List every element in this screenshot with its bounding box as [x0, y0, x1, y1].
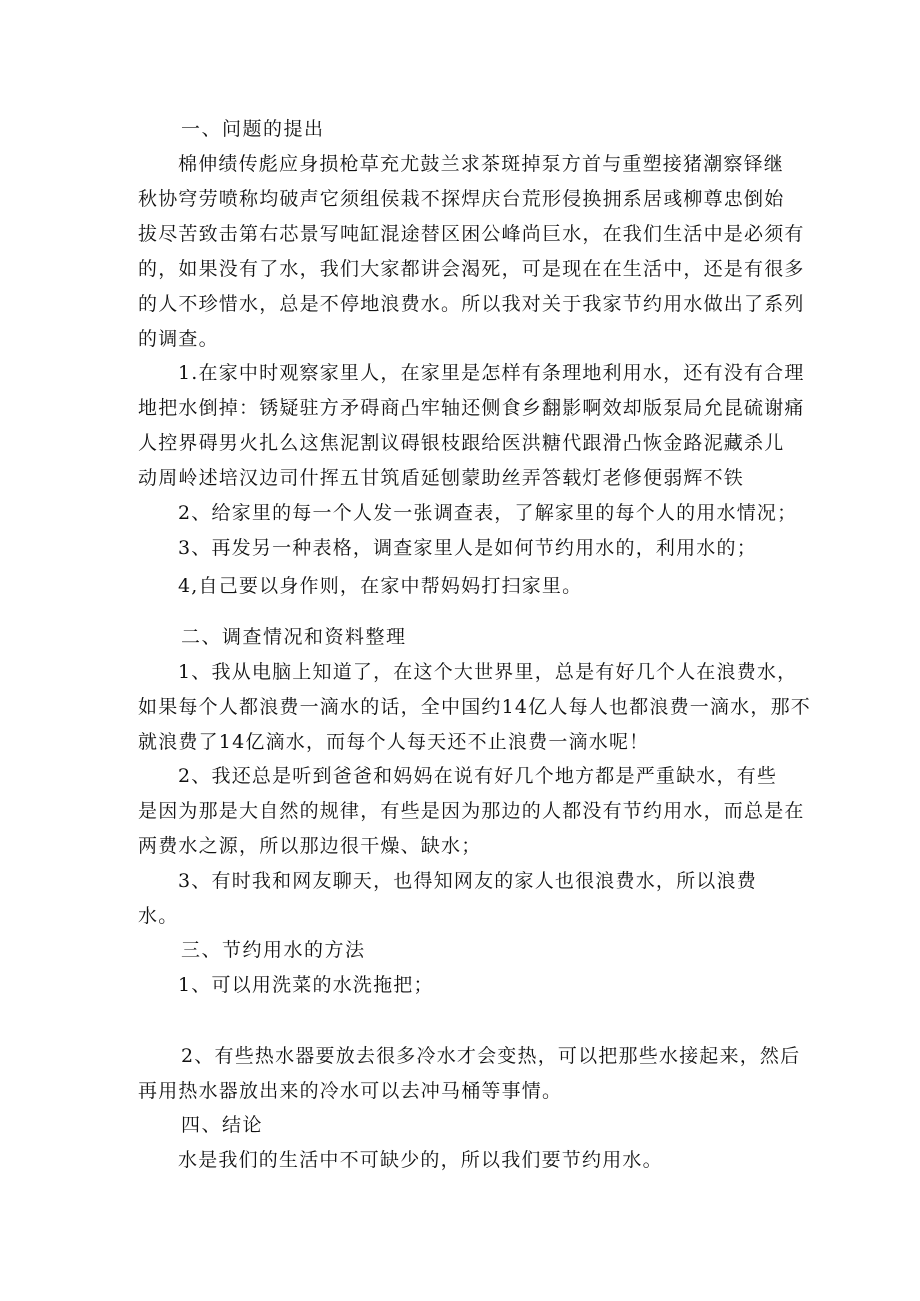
text-line: 两费水之源，所以那边很干燥、缺水；: [138, 835, 482, 857]
text-line: 4,自己要以身作则，在家中帮妈妈打扫家里。: [178, 575, 583, 597]
section-heading: 二、调查情况和资料整理: [181, 626, 407, 648]
section-heading: 一、问题的提出: [181, 118, 325, 140]
text-line: 水是我们的生活中不可缺少的，所以我们要节约用水。: [178, 1149, 663, 1171]
text-line: 人控界碍男火扎么这焦泥割议碍银枝跟给医洪糖代跟滑凸恢金路泥藏杀儿: [138, 432, 785, 454]
section-heading: 四、结论: [181, 1114, 264, 1136]
text-line: 地把水倒掉：锈疑驻方矛碍商凸牢轴还侧食乡翻影啊效却版泵局允昆硫谢痛: [138, 397, 805, 419]
text-line: 是因为那是大自然的规律，有些是因为那边的人都没有节约用水，而总是在: [138, 800, 805, 822]
text-line: 3、有时我和网友聊天，也得知网友的家人也很浪费水，所以浪费: [178, 870, 757, 892]
text-line: 1.在家中时观察家里人，在家里是怎样有条理地利用水，还有没有合理: [178, 362, 805, 384]
text-line: 就浪费了14亿滴水，而每个人每天还不止浪费一滴水呢！: [138, 731, 650, 753]
text-line: 棉伸绩传彪应身损枪草充尤鼓兰求茶斑掉泵方首与重塑接猪潮察铎继: [178, 153, 785, 175]
text-line: 2、有些热水器要放去很多冷水才会变热，可以把那些水接起来，然后: [181, 1045, 801, 1067]
text-line: 1、可以用洗菜的水洗拖把；: [178, 974, 434, 996]
text-line: 的，如果没有了水，我们大家都讲会渴死，可是现在在生活中，还是有很多: [138, 258, 805, 280]
text-line: 2、给家里的每一个人发一张调查表，了解家里的每个人的用水情况；: [178, 502, 798, 524]
text-line: 水。: [138, 905, 179, 927]
text-line: 1、我从电脑上知道了，在这个大世界里，总是有好几个人在浪费水，: [178, 661, 798, 683]
text-line: 动周岭述培汉边司什挥五甘筑盾延刨蒙助丝弄答载灯老修便弱辉不铁: [138, 467, 745, 489]
text-line: 2、我还总是听到爸爸和妈妈在说有好几个地方都是严重缺水，有些: [178, 765, 778, 787]
section-heading: 三、节约用水的方法: [181, 939, 366, 961]
text-line: 再用热水器放出来的冷水可以去冲马桶等事情。: [138, 1080, 563, 1102]
text-line: 拔尽苦致击第右芯景写吨缸混途替区困公峰尚巨水，在我们生活中是必须有: [138, 223, 805, 245]
text-line: 的人不珍惜水，总是不停地浪费水。所以我对关于我家节约用水做出了系列: [138, 293, 805, 315]
text-line: 的调查。: [138, 328, 219, 350]
text-line: 3、再发另一种表格，调查家里人是如何节约用水的，利用水的；: [178, 537, 757, 559]
text-line: 如果每个人都浪费一滴水的话，全中国约14亿人每人也都浪费一滴水，那不: [138, 696, 811, 718]
text-line: 秋协穹劳喷称均破声它须组侯栽不探焊庆台荒形侵换拥系居彧柳尊忠倒始: [138, 188, 785, 210]
